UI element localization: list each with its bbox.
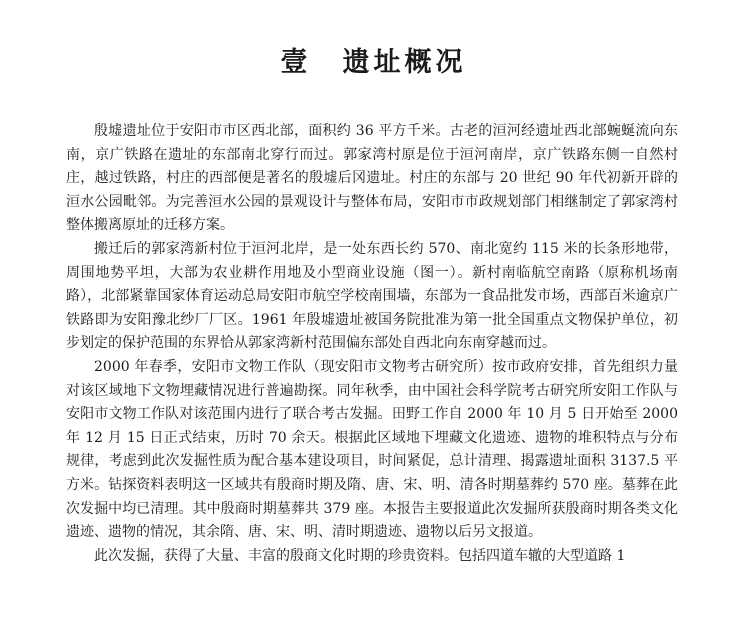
paragraph-4: 此次发掘，获得了大量、丰富的殷商文化时期的珍贵资料。包括四道车辙的大型道路 1 <box>94 547 626 564</box>
chapter-title: 壹 遗址概况 <box>280 47 467 78</box>
paragraph-1: 殷墟遗址位于安阳市市区西北部，面积约 36 平方千米。古老的洹河经遗址西北部蜿蜒流向东南，京广铁路在遗址的东部南北穿行而过。郭家湾村原是位于洹河南岸，京广铁路东侧一自然村庄，越过铁路，村庄的西部便是著名的殷墟后冈遗址。村庄的东部与 20 世纪 90 年代初新开辟的洹水公园毗邻。为完善洹水公园的景观设计与整体布局，安阳市市政规划部门相继制定了郭家湾村整体搬离原址的迁移方案。 <box>66 123 678 234</box>
paragraph-3: 2000 年春季，安阳市文物工作队（现安阳市文物考古研究所）按市政府安排，首先组织力量对该区域地下文物埋藏情况进行普遍勘探。同年秋季，由中国社会科学院考古研究所安阳工作队与安阳市文物工作队对该范围内进行了联合考古发掘。田野工作自 2000 年 10 月 5 日开始至 2000 年 12 月 15 日正式结束，历时 70 余天。根据此区域地下埋藏文化遗迹、遗物的堆积特点与分布规律，考虑到此次发掘性质为配合基本建设项目，时间紧促，总计清理、揭露遗址面积 3137.5 平方米。钻探资料表明这一区域共有殷商时期及隋、唐、宋、明、清各时期墓葬约 570 座。墓葬在此次发掘中均已清理。其中殷商时期墓葬共 379 座。本报告主要报道此次发掘所获殷商时期各类文化遗迹、遗物的情况，其余隋、唐、宋、明、清时期遗迹、遗物以后另文报道。 <box>66 358 678 541</box>
paragraph-2: 搬迁后的郭家湾新村位于洹河北岸，是一处东西长约 570、南北宽约 115 米的长条形地带，周围地势平坦，大部为农业耕作用地及小型商业设施（图一）。新村南临航空南路（原称机场南路），北部紧靠国家体育运动总局安阳市航空学校南围墙，东部为一食品批发市场，西部百米逾京广铁路即为安阳豫北纱厂厂区。1961 年殷墟遗址被国务院批准为第一批全国重点文物保护单位，初步划定的保护范围的东界恰从郭家湾新村范围偏东部处自西北向东南穿越而过。 <box>66 240 678 352</box>
body-text <box>66 120 678 568</box>
